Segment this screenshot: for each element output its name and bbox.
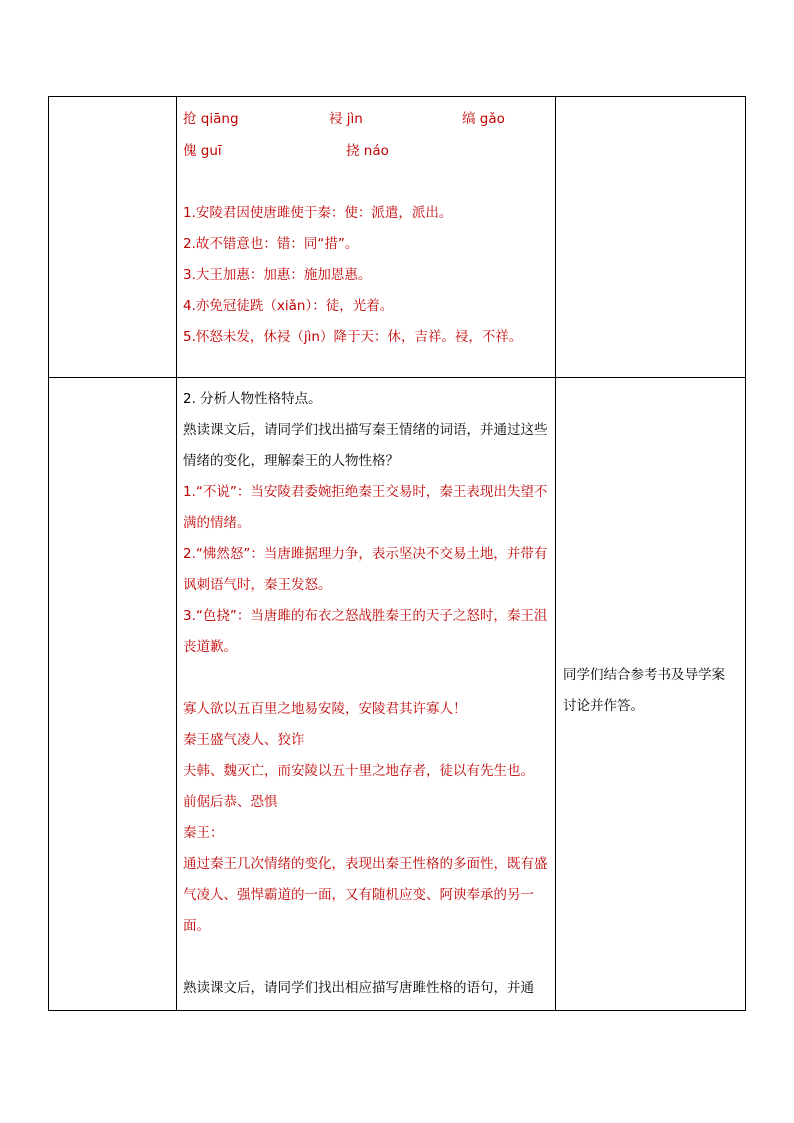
quote-text: 寡人欲以五百里之地易安陵，安陵君其许寡人！	[183, 701, 467, 717]
trait-text: 前倨后恭、恐惧	[183, 794, 278, 810]
vocabulary-cell	[177, 97, 556, 378]
analysis-point: 3.“色挠”：当唐雎的布衣之怒战胜秦王的天子之怒时，秦王沮丧道歉。	[183, 608, 548, 655]
vocab-item: 4.亦免冠徒跣（xiǎn）：徒，光着。	[183, 298, 394, 314]
pinyin-item: 抢 qiāng	[183, 111, 239, 127]
summary-text: 通过秦王几次情绪的变化，表现出秦王性格的多面性，既有盛气凌人、强悍霸道的一面，又有随机应变、阿谀奉承的另一面。	[183, 856, 548, 934]
activity-cell	[556, 378, 746, 1011]
pinyin-item: 挠 náo	[346, 143, 389, 159]
pinyin-item: 缟 gǎo	[462, 111, 505, 127]
quote-text: 夫韩、魏灭亡，而安陵以五十里之地存者，徒以有先生也。	[183, 763, 534, 779]
lesson-table	[48, 96, 746, 1011]
table-row	[49, 97, 746, 378]
question-text: 熟读课文后，请同学们找出相应描写唐雎性格的语句，并通	[183, 980, 534, 996]
empty-cell	[556, 97, 746, 378]
vocab-item: 2.故不错意也：错：同“措”。	[183, 236, 359, 252]
side-note: 同学们结合参考书及导学案讨论并作答。	[563, 667, 725, 714]
analysis-point: 1.“不说”：当安陵君委婉拒绝秦王交易时，秦王表现出失望不满的情绪。	[183, 484, 548, 531]
empty-cell	[49, 378, 177, 1011]
analysis-cell	[177, 378, 556, 1011]
pinyin-item: 祲 jìn	[329, 111, 363, 127]
pinyin-line-2	[183, 135, 548, 167]
label-text: 秦王：	[183, 825, 224, 841]
trait-text: 秦王盛气凌人、狡诈	[183, 732, 305, 748]
vocab-item: 3.大王加惠：加惠：施加恩惠。	[183, 267, 372, 283]
pinyin-item: 傀 guī	[183, 143, 222, 159]
empty-cell	[49, 97, 177, 378]
table-row	[49, 378, 746, 1011]
vocab-item: 1.安陵君因使唐雎使于秦：使：派遣，派出。	[183, 205, 453, 221]
vocab-item: 5.怀怒未发，休祲（jìn）降于天：休，吉祥。祲，不祥。	[183, 329, 523, 345]
section-heading: 2. 分析人物性格特点。	[183, 391, 322, 407]
pinyin-line-1	[183, 103, 548, 135]
question-text: 熟读课文后，请同学们找出描写秦王情绪的词语，并通过这些情绪的变化，理解秦王的人物性格？	[183, 422, 548, 469]
analysis-point: 2.“怫然怒”：当唐雎据理力争，表示坚决不交易土地，并带有讽刺语气时，秦王发怒。	[183, 546, 548, 593]
